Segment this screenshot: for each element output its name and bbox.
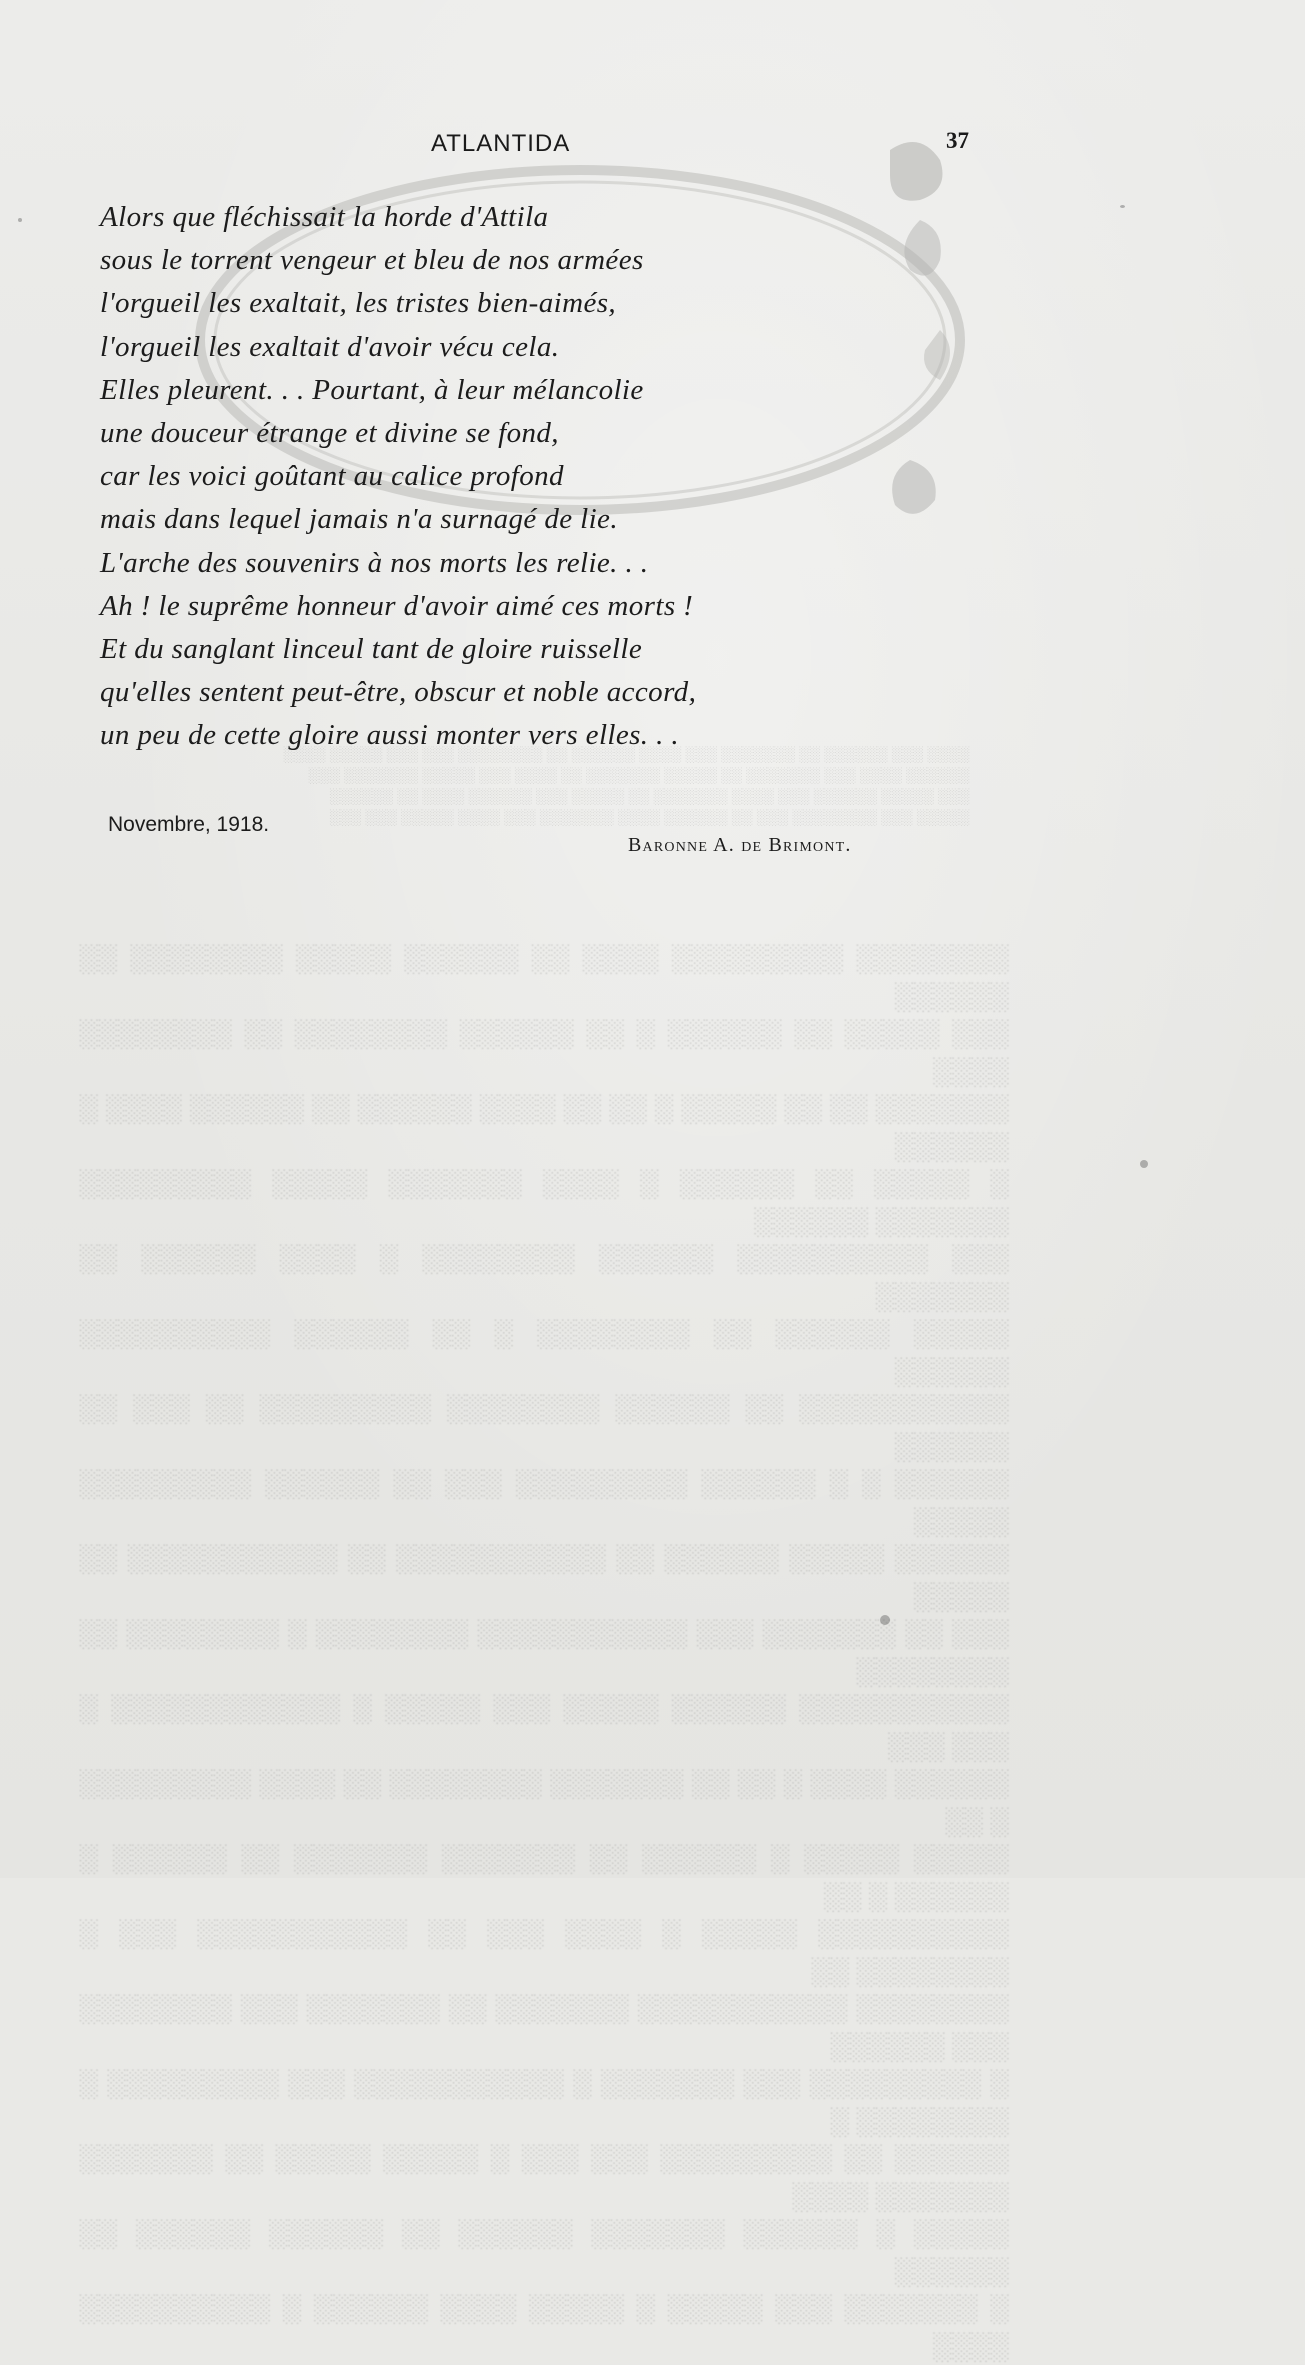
paper-speck [1120, 205, 1125, 208]
poem-date: Novembre, 1918. [108, 813, 270, 836]
poem-line: l'orgueil les exaltait d'avoir vécu cela. [100, 330, 560, 363]
poem-line: Alors que fléchissait la horde d'Attila [100, 201, 549, 233]
poem [100, 196, 860, 757]
poem-line: Elles pleurent. . . Pourtant, à leur mélancolie [100, 373, 644, 406]
poem-line: mais dans lequel jamais n'a surnagé de lie. [100, 503, 618, 536]
poem-line: une douceur étrange et divine se fond, [100, 416, 559, 449]
running-head [0, 130, 1305, 160]
paper-speck [18, 218, 22, 222]
poem-line: qu'elles sentent peut-être, obscur et noble accord, [100, 676, 697, 709]
poem-line: sous le torrent vengeur et bleu de nos armées [100, 244, 644, 277]
bleed-through-notes: ░░░░ ░░░ ░░░░░░ ░░ ░░░░░░░ ░░░ ░░░░ ░░░░░░ ░░ ░░░░░░░░ ░░░ ░░░ ░░░░░ ░░░░ ░░░░░░ ░░░░ ░░░ ░░░░░░░ ░░ ░░░░░ ░░░░░░░ ░░ ░░░░ ░░░ ░░░░░ ░░░░░░░ ░░░ ░░░ ░░░░░ ░░░░░░ ░░░ ░░░░ ░░░░░░░ ░░ ░░░░░ ░░░ ░░░░░░ ░░░░ ░░ ░░░░░░ ░░░░░ ░░░ ░░░░░░░░ ░░░ ░░ ░░░░░░ ░░░░ ░░░░░░░ ░░░ ░░░░ ░░░░░ ░░░ ░░░ [283, 747, 970, 826]
author-signature: Baronne A. de Brimont. [628, 834, 852, 856]
bleed-through-text: ░░░░░░░░ ░░░░░░░░░ ░░░░ ░░ ░░░░░░ ░░░░░ ░░░░░░░░ ░░ ░░░░░░ ░░░ ░░░░░ ░░ ░░░░░░ ░ ░░ ░░░░░░ ░░░░░░░░ ░░ ░░░░░░░░ ░░░░ ░░░░░░░ ░░ ░░ ░░░░░ ░ ░░ ░░ ░░░░ ░░░░░░ ░░ ░░░░░░ ░░░░ ░ ░░░░░░ ░ ░░░░░ ░░ ░░░░░░ ░ ░░░░ ░░░░░░░ ░░░░░ ░░░░░░░░░ ░░░░░░░ ░░░░░░ ░░░ ░░░░░░░░░░ ░░░░░░ ░░░░░░░░ ░ ░░░░ ░░░░░░ ░░ ░░░░░░░ ░░░░░ ░░░░░░ ░░ ░░░░░░░░ ░ ░░ ░░░░░░ ░░░░░░░░░░ ░░░░░░ ░░░░░░░░░░░ ░░ ░░░░░░ ░░░░░░░░ ░░░░░░░░░ ░░ ░░░ ░░ ░░░░░░ ░░░░░░ ░ ░ ░░░░░░ ░░░░░░░░░ ░░░ ░░ ░░░░░░ ░░░░░░░░░ ░░░░░ ░░░░░░ ░░░░░ ░░░░░░ ░░ ░░░░░░░░░░░ ░░ ░░░░░░░░░░░ ░░ ░░░░░ ░░░ ░░ ░░░░░░░ ░░░ ░░░░░░░░░░░ ░░░░░░░░ ░ ░░░░░░░░ ░░ ░░░░░░░░ ░░░░░░░░░░░ ░░░░░░ ░░░░░ ░░░ ░░░░░ ░ ░░░░░░░░░░░░ ░ ░░░ ░░░ ░░░░░░ ░░░░ ░ ░░ ░░ ░░░░░░░ ░░░░░░░░ ░░ ░░░░ ░░░░░░░░░ ░ ░░ ░░░░░ ░░░░░ ░ ░░░░░░ ░░ ░░░░░░░ ░░░░░░░ ░░ ░░░░░░ ░ ░░░░░░ ░ ░░ ░░░░░░░░░░ ░░░░░ ░ ░░░░ ░░░ ░░ ░░░░░░░░░░░ ░░░ ░ ░░░░░░░░ ░░ ░░░░░░░░ ░░░░░░░░░░░ ░░░░░░░ ░░ ░░░░░░░ ░░░ ░░░░░░░░ ░░░ ░░░░░░ ░ ░░░░░░░░░ ░░░ ░░░░░░░ ░ ░░░░░░░░░░░ ░░░ ░░░░░░░░░ ░ ░░░░░░░░ ░ ░░░░░░ ░░ ░░░░░░░░░ ░░░ ░░░ ░ ░░░░░ ░░░░░ ░░ ░░░░░░░ ░░░░░░░ ░░░░ ░░░░░ ░ ░░░░░░ ░░░░░░░ ░░░░░░ ░░ ░░░░░░ ░░░░░░ ░░ ░░░░░░ ░ ░░░░░░░ ░░░ ░░░░░ ░ ░░░░░ ░░░░ ░░░░░░ ░ ░░░░░░░░░░ ░░░░ [80, 943, 1010, 2361]
poem-line: L'arche des souvenirs à nos morts les relie. . . [100, 546, 649, 579]
poem-line: car les voici goûtant au calice profond [100, 460, 564, 493]
page-number: 37 [946, 128, 969, 153]
paper-speck [880, 1615, 890, 1625]
poem-line: l'orgueil les exaltait, les tristes bien-aimés, [100, 287, 617, 320]
poem-line: un peu de cette gloire aussi monter vers elles. . . [100, 719, 680, 752]
running-title: ATLANTIDA [431, 130, 571, 157]
paper-speck [1140, 1160, 1148, 1168]
poem-line: Et du sanglant linceul tant de gloire ruisselle [100, 632, 643, 665]
poem-line: Ah ! le suprême honneur d'avoir aimé ces morts ! [100, 589, 694, 622]
